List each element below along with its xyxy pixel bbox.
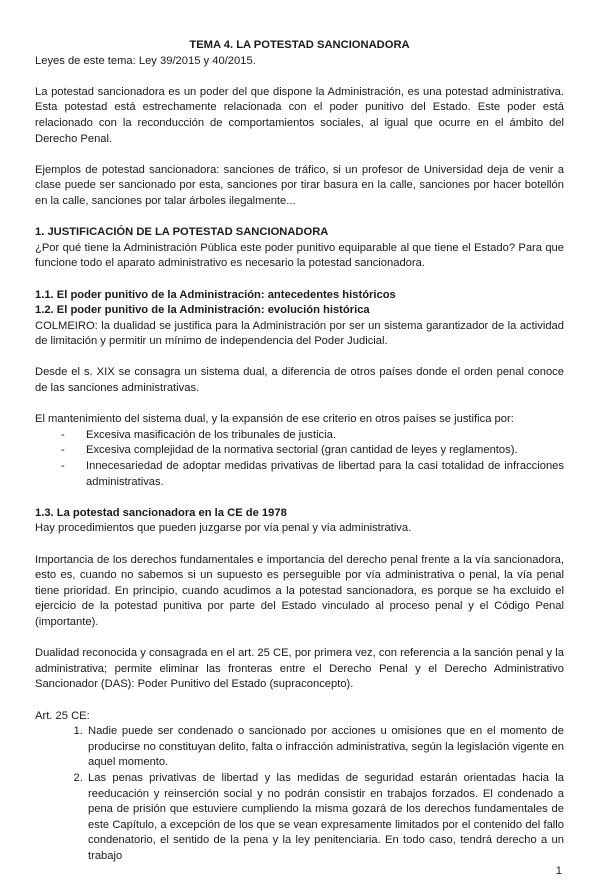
bullet-list	[35, 428, 564, 490]
document-title: TEMA 4. LA POTESTAD SANCIONADORA	[189, 39, 410, 51]
subsection-heading: 1.2. El poder punitivo de la Administración: evolución histórica	[35, 304, 370, 317]
document-page	[35, 0, 564, 890]
subsection-heading: 1.1. El poder punitivo de la Administración: antecedentes históricos	[35, 288, 396, 301]
paragraph: El mantenimiento del sistema dual, y la expansión de ese criterio en otros países se justifica por:	[35, 413, 514, 426]
paragraph: Dualidad reconocida y consagrada en el art. 25 CE, por primera vez, con referencia a la sanción penal y la administrativa; permite eliminar las fronteras entre el Derecho Penal y el Derecho Administrativo Sancionador (DAS): Poder Punitivo del Estado (supraconcepto).	[35, 647, 564, 691]
paragraph: Desde el s. XIX se consagra un sistema dual, a diferencia de otros países donde el orden penal conoce de las sanciones administrativas.	[35, 366, 564, 395]
list-item: - Excesiva masificación de los tribunales de justicia.	[86, 428, 564, 444]
intro-paragraph: La potestad sancionadora es un poder del que dispone la Administración, es una potestad administrativa. Esta potestad está estrechamente relacionada con el poder punitivo del Estado. Este poder está relacionado con la reconducción de comportamientos sociales, al igual que ocurre en el ámbito del Derecho Penal.	[35, 85, 564, 145]
intro-paragraph: Ejemplos de potestad sancionadora: sanciones de tráfico, si un profesor de Universidad deja de venir a clase puede ser sancionado por esta, sanciones por tirar basura en la calle, sanciones por hacer botellón en la calle, sanciones por talar árboles ilegalmente...	[35, 163, 564, 207]
list-item: 1. Nadie puede ser condenado o sancionado por acciones u omisiones que en el momento de producirse no constituyan delito, falta o infracción administrativa, según la legislación vigente en aquel momento.	[86, 724, 564, 771]
list-item: 2. Las penas privativas de libertad y las medidas de seguridad estarán orientadas hacia la reeducación y reinserción social y no podrán consistir en trabajos forzados. El condenado a pena de prisión que estuviere cumpliendo la misma gozará de los derechos fundamentales de este Capítulo, a excepción de los que se vean expresamente limitados por el contenido del fallo condenatorio, el sentido de la pena y la ley penitenciaria. En todo caso, tendrá derecho a un trabajo	[86, 771, 564, 865]
list-item: - Excesiva complejidad de la normativa sectorial (gran cantidad de leyes y reglamentos).	[86, 443, 564, 459]
paragraph: Art. 25 CE:	[35, 709, 90, 722]
paragraph: Importancia de los derechos fundamentales e importancia del derecho penal frente a la vía sancionadora, esto es, cuando no sabemos si un supuesto es perseguible por vía administrativa o penal, la vía penal tiene prioridad. En principio, cuando acudimos a la potestad sancionadora, es porque se ha excluido el ejercicio de la potestad punitiva por parte del Estado vinculado al proceso penal y el Código Penal (importante).	[35, 553, 564, 628]
page-number: 1	[555, 865, 562, 878]
paragraph: COLMEIRO: la dualidad se justifica para la Administración por ser un sistema garantizador de la actividad de limitación y permitir un mínimo de independencia del Poder Judicial.	[35, 319, 564, 348]
paragraph: Hay procedimientos que pueden juzgarse por vía penal y vía administrativa.	[35, 522, 412, 535]
laws-line: Leyes de este tema: Ley 39/2015 y 40/2015.	[35, 54, 256, 67]
list-item: - Innecesariedad de adoptar medidas privativas de libertad para la casi totalidad de infracciones administrativas.	[86, 459, 564, 490]
subsection-heading: 1.3. La potestad sancionadora en la CE de 1978	[35, 506, 287, 519]
article-list	[35, 724, 564, 864]
section-heading: 1. JUSTIFICACIÓN DE LA POTESTAD SANCIONADORA	[35, 226, 329, 239]
paragraph: ¿Por qué tiene la Administración Pública este poder punitivo equiparable al que tiene el Estado? Para que funcione todo el aparato administrativo es necesario la potestad sancionadora.	[35, 241, 564, 270]
